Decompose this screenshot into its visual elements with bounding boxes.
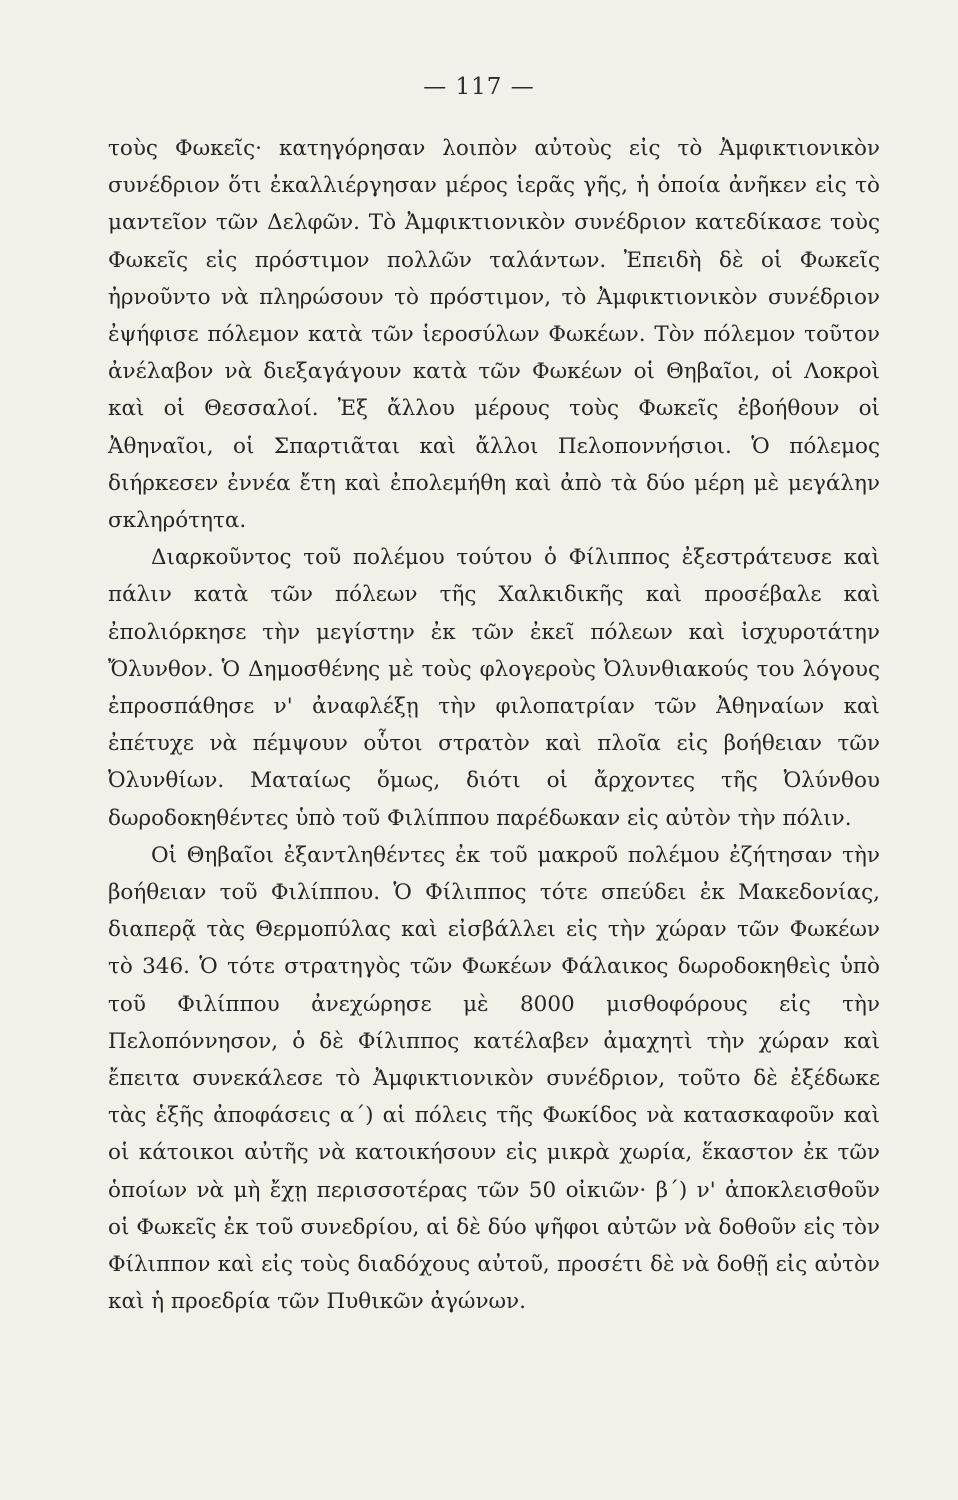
- page-body: [108, 130, 880, 1321]
- page-number: — 117 —: [423, 74, 535, 100]
- paragraph-2: Διαρκοῦντος τοῦ πολέμου τούτου ὁ Φίλιππος ἐξεστράτευσε καὶ πάλιν κατὰ τῶν πόλεων τῆς Χαλκιδικῆς καὶ προσέβαλε καὶ ἐπολιόρκησε τὴν μεγίστην ἐκ τῶν ἐκεῖ πόλεων καὶ ἰσχυροτάτην Ὄλυνθον. Ὁ Δημοσθένης μὲ τοὺς φλογεροὺς Ὀλυνθιακούς του λόγους ἐπροσπάθησε ν' ἀναφλέξῃ τὴν φιλοπατρίαν τῶν Ἀθηναίων καὶ ἐπέτυχε νὰ πέμψουν οὗτοι στρατὸν καὶ πλοῖα εἰς βοήθειαν τῶν Ὀλυνθίων. Ματαίως ὅμως, διότι οἱ ἄρχοντες τῆς Ὀλύνθου δωροδοκηθέντες ὑπὸ τοῦ Φιλίππου παρέδωκαν εἰς αὐτὸν τὴν πόλιν.: [108, 545, 880, 831]
- paragraph-3: Οἱ Θηβαῖοι ἐξαντληθέντες ἐκ τοῦ μακροῦ πολέμου ἐζήτησαν τὴν βοήθειαν τοῦ Φιλίππου. Ὁ Φίλιππος τότε σπεύδει ἐκ Μακεδονίας, διαπερᾷ τὰς Θερμοπύλας καὶ εἰσβάλλει εἰς τὴν χώραν τῶν Φωκέων τὸ 346. Ὁ τότε στρατηγὸς τῶν Φωκέων Φάλαικος δωροδοκηθεὶς ὑπὸ τοῦ Φιλίππου ἀνεχώρησε μὲ 8000 μισθοφόρους εἰς τὴν Πελοπόννησον, ὁ δὲ Φίλιππος κατέλαβεν ἀμαχητὶ τὴν χώραν καὶ ἔπειτα συνεκάλεσε τὸ Ἀμφικτιονικὸν συνέδριον, τοῦτο δὲ ἐξέδωκε τὰς ἑξῆς ἀποφάσεις α΄) αἱ πόλεις τῆς Φωκίδος νὰ κατασκαφοῦν καὶ οἱ κάτοικοι αὐτῆς νὰ κατοικήσουν εἰς μικρὰ χωρία, ἕκαστον ἐκ τῶν ὁποίων νὰ μὴ ἔχῃ περισσοτέρας τῶν 50 οἰκιῶν· β΄) ν' ἀποκλεισθοῦν οἱ Φωκεῖς ἐκ τοῦ συνεδρίου, αἱ δὲ δύο ψῆφοι αὐτῶν νὰ δοθοῦν εἰς τὸν Φίλιππον καὶ εἰς τοὺς διαδόχους αὐτοῦ, προσέτι δὲ νὰ δοθῇ εἰς αὐτὸν καὶ ἡ προεδρία τῶν Πυθικῶν ἀγώνων.: [108, 842, 880, 1315]
- paragraph-1: τοὺς Φωκεῖς· κατηγόρησαν λοιπὸν αὐτοὺς εἰς τὸ Ἀμφικτιονικὸν συνέδριον ὅτι ἐκαλλιέργησαν μέρος ἱερᾶς γῆς, ἡ ὁποία ἀνῆκεν εἰς τὸ μαντεῖον τῶν Δελφῶν. Τὸ Ἀμφικτιονικὸν συνέδριον κατεδίκασε τοὺς Φωκεῖς εἰς πρόστιμον πολλῶν ταλάντων. Ἐπειδὴ δὲ οἱ Φωκεῖς ἠρνοῦντο νὰ πληρώσουν τὸ πρόστιμον, τὸ Ἀμφικτιονικὸν συνέδριον ἐψήφισε πόλεμον κατὰ τῶν ἱεροσύλων Φωκέων. Τὸν πόλεμον τοῦτον ἀνέλαβον νὰ διεξαγάγουν κατὰ τῶν Φωκέων οἱ Θηβαῖοι, οἱ Λοκροὶ καὶ οἱ Θεσσαλοί. Ἐξ ἄλλου μέρους τοὺς Φωκεῖς ἐβοήθουν οἱ Ἀθηναῖοι, οἱ Σπαρτιᾶται καὶ ἄλλοι Πελοποννήσιοι. Ὁ πόλεμος διήρκεσεν ἐννέα ἔτη καὶ ἐπολεμήθη καὶ ἀπὸ τὰ δύο μέρη μὲ μεγάλην σκληρότητα.: [108, 136, 880, 534]
